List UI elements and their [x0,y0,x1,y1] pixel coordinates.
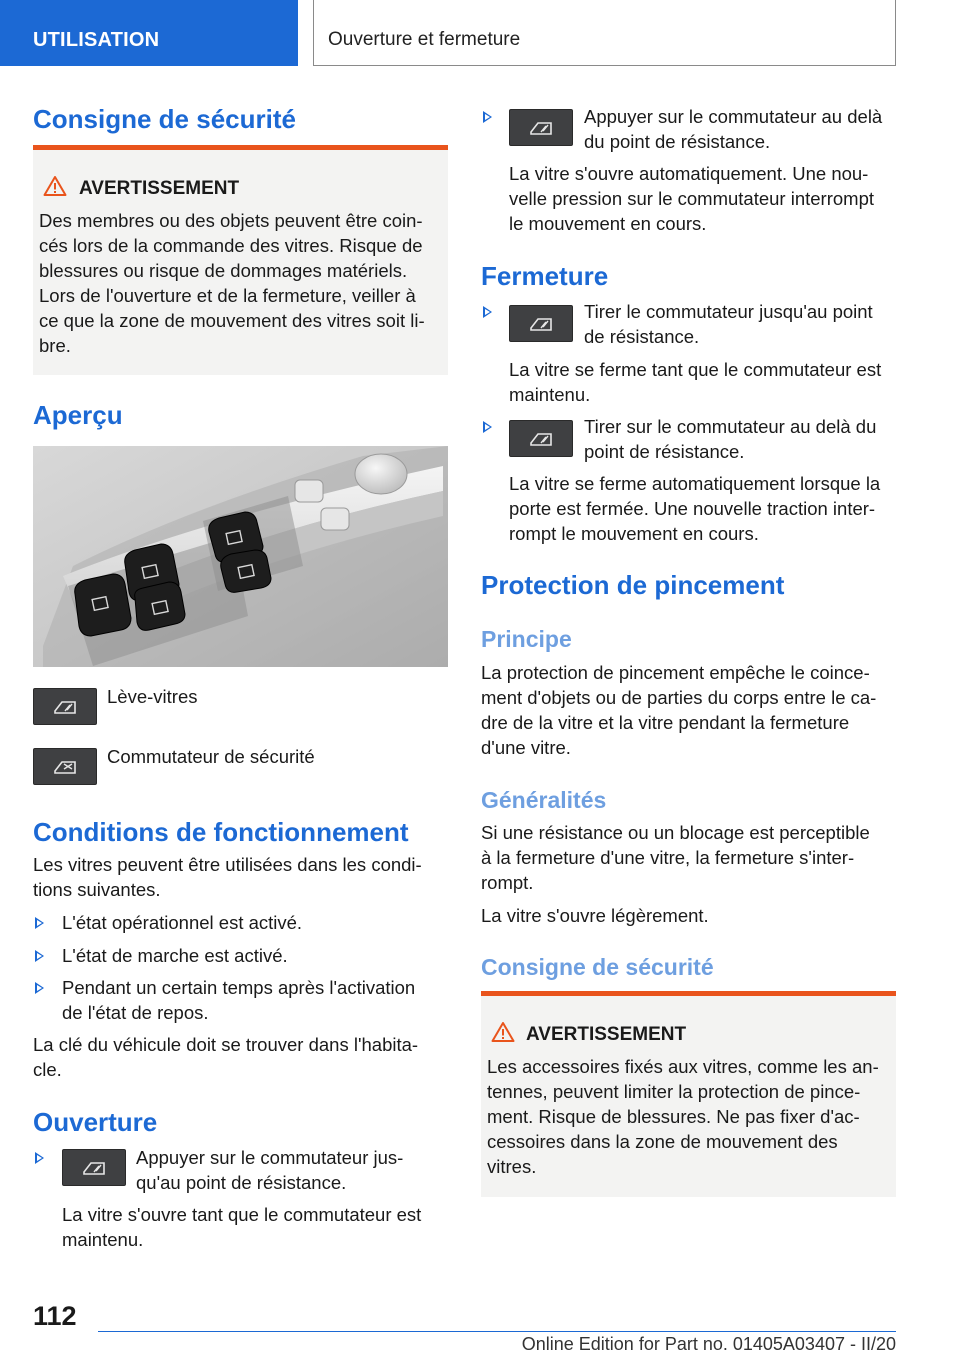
opening-step-2: Appuyer sur le commutateur au delà du point de résistance. [584,106,883,152]
safety-switch-icon [33,748,97,785]
opening-step-1: Appuyer sur le commutateur jus- qu'au point de résistance. [136,1147,404,1193]
warning-box-1 [33,145,448,375]
closing-step-1-result: La vitre se ferme tant que le commutateur est maintenu. [509,359,882,405]
legend-text-safety-switch: Commutateur de sécurité [107,746,315,767]
condition-item-3: Pendant un certain temps après l'activation de l'état de repos. [62,977,416,1023]
conditions-heading: Conditions de fonctionnement [33,817,409,847]
pinch-protection-heading: Protection de pincement [481,570,785,600]
opening-heading: Ouverture [33,1107,158,1137]
footer-edition: Online Edition for Part no. 01405A03407 - II/20 [521,1334,896,1354]
bullet-icon [35,950,44,962]
warning-text-1: Des membres ou des objets peuvent être coin- cés lors de la commande des vitres. Risque de blessures ou risque de dommages matériels. Lors de l'ouverture et de la fermeture, veiller à ce que la zone de mouvement des vitres soit li- bre. [39,210,425,356]
closing-step-1: Tirer le commutateur jusqu'au point de résistance. [584,301,873,347]
warning-triangle-icon [43,175,67,197]
bullet-icon [35,982,44,994]
safety-heading-right: Consigne de sécurité [481,954,714,980]
chapter-title: Ouverture et fermeture [313,0,896,66]
bullet-icon [35,1152,44,1164]
conditions-note: La clé du véhicule doit se trouver dans l'habita- cle. [33,1034,419,1080]
window-switch-icon [509,420,573,457]
bullet-icon [483,111,492,123]
warning-text-2: Les accessoires fixés aux vitres, comme les an- tennes, peuvent limiter la protection de pince- ment. Risque de blessures. Ne pas fixer d'ac- cessoires dans la zone de mouvement des vitres. [487,1056,879,1177]
section-tab: UTILISATION [0,0,298,66]
warning-box-2 [481,991,896,1197]
principle-text: La protection de pincement empêche le coince- ment d'objets ou de parties du corps entre le ca- dre de la vitre et la vitre pendant la fermeture d'une vitre. [481,662,877,758]
window-switch-icon [509,109,573,146]
overview-heading: Aperçu [33,400,123,430]
warning-triangle-icon [491,1021,515,1043]
principle-heading: Principe [481,626,572,652]
bullet-icon [35,917,44,929]
general-heading: Généralités [481,787,607,813]
safety-heading-left: Consigne de sécurité [33,104,296,134]
footer-divider [98,1331,896,1332]
condition-item-2: L'état de marche est activé. [62,945,288,966]
window-switch-icon [509,305,573,342]
general-text: Si une résistance ou un blocage est perceptible à la fermeture d'une vitre, la fermeture s'inter- rompt. [481,822,870,893]
closing-step-2: Tirer sur le commutateur au delà du point de résistance. [584,416,877,462]
closing-step-2-result: La vitre se ferme automatiquement lorsque la porte est fermée. Une nouvelle traction inter- rompt le mouvement en cours. [509,473,881,544]
window-switch-icon [62,1149,126,1186]
page-number: 112 [33,1301,77,1331]
window-switch-icon [33,688,97,725]
conditions-intro: Les vitres peuvent être utilisées dans les condi- tions suivantes. [33,854,422,900]
condition-item-1: L'état opérationnel est activé. [62,912,303,933]
general-text-2: La vitre s'ouvre légèrement. [481,905,709,926]
bullet-icon [483,421,492,433]
bullet-icon [483,306,492,318]
warning-label-1: AVERTISSEMENT [79,178,240,199]
opening-step-2-result: La vitre s'ouvre automatiquement. Une nou- velle pression sur le commutateur interrompt le mouvement en cours. [509,163,875,234]
legend-text-window-switch: Lève-vitres [107,686,198,707]
opening-step-1-result: La vitre s'ouvre tant que le commutateur est maintenu. [62,1204,422,1250]
closing-heading: Fermeture [481,261,609,291]
warning-label-2: AVERTISSEMENT [526,1024,687,1045]
door-switch-panel-photo [33,446,448,667]
